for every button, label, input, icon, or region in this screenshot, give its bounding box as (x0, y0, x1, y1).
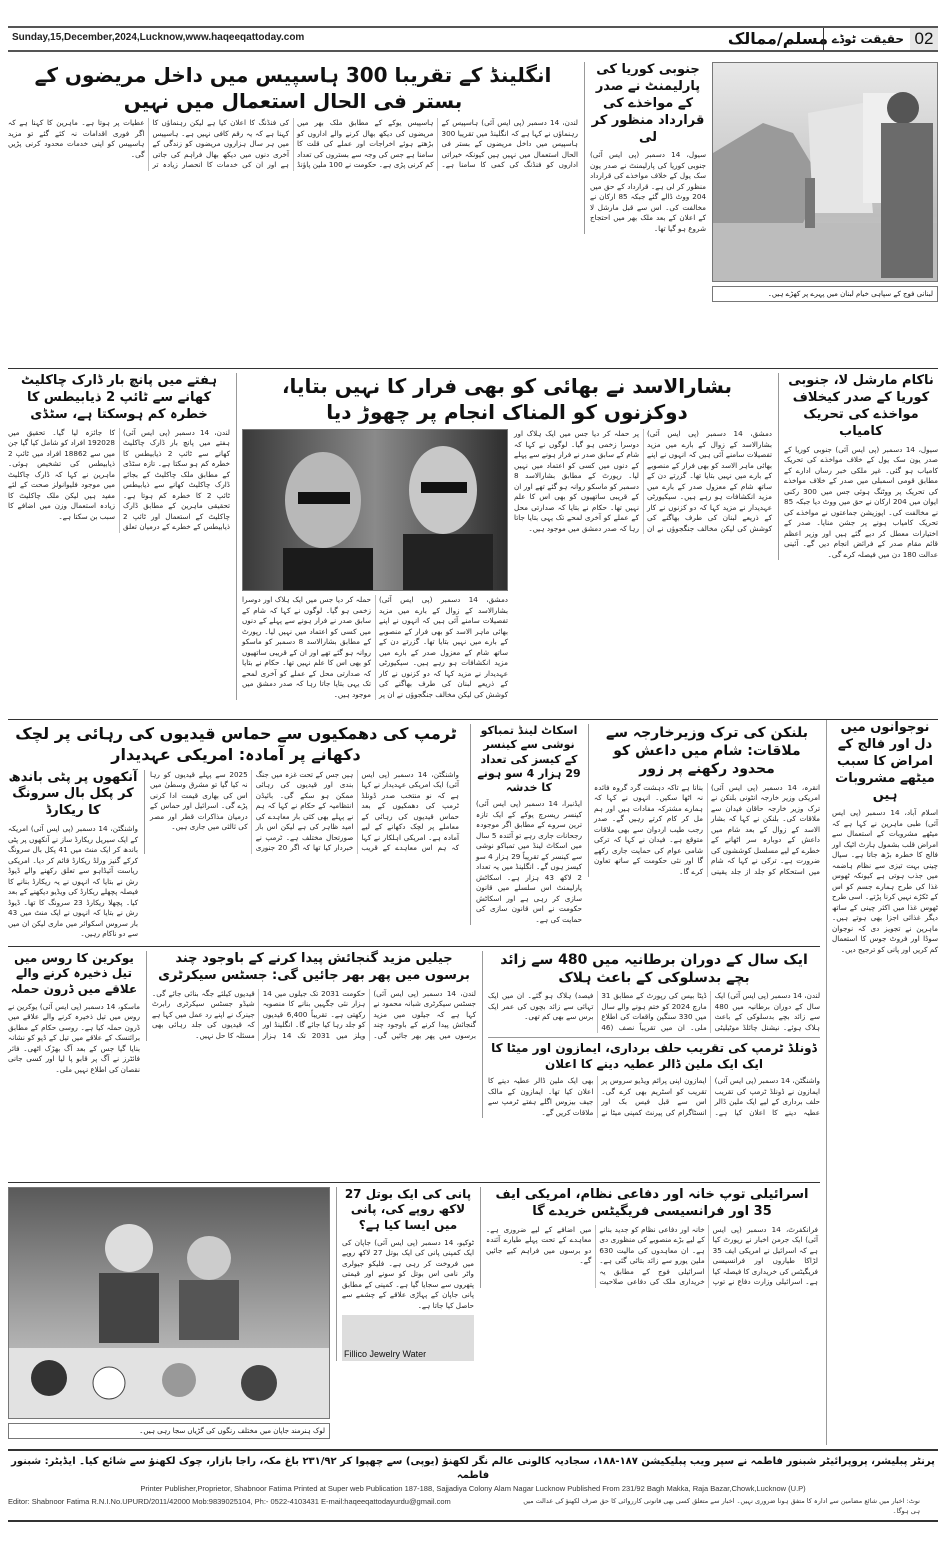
lower-main (8, 720, 820, 1445)
headline-hospice: انگلینڈ کے تقریبا 300 ہاسپیس میں داخل مریضوں کے بستر فی الحال استعمال میں نہیں (34, 63, 552, 113)
article-uk-children-body: لندن، 14 دسمبر (پی ایس آئی) ایک سال کے دوران برطانیہ میں 480 سے زائد بچے بدسلوکی کے باعث ہلاک ہوئے۔ نیشنل چائلڈ موٹیلیٹی ڈیٹا بیس کی رپورٹ کے مطابق 31 مارچ 2024 کو ختم ہونے والے سال میں 330 سنگین واقعات کی اطلاع ملی۔ ان میں تقریباً نصف (46 فیصد) ہلاک ہو گئے۔ ان میں ایک تہائی سے زائد بچوں کی عمر ایک برس سے بھی کم تھی۔ (488, 991, 821, 1032)
footer-disclaimer: نوٹ: اخبار میں شائع مضامین سے ادارہ کا متفق ہونا ضروری نہیں۔ اخبار سے متعلق کسی بھی قانونی کارروائی کا حق صرف لکھنؤ کی عدالت میں ہی ہوگا۔ (523, 1496, 920, 1515)
headline-israel-f35: اسرائیلی توپ خانہ اور دفاعی نظام، امریکی ایف 35 اور فرانسیسی فریگیٹس خریدے گا (495, 1186, 809, 1219)
photo-soldier-ruins (712, 62, 938, 282)
page-number: 02 (910, 28, 938, 50)
headline-blinken: بلنکن کی ترک وزیرخارجہ سے ملاقات: شام میں داعش کو محدود رکھنے پر زور (606, 725, 808, 778)
article-martial-law (778, 373, 938, 560)
article-assad (236, 373, 772, 700)
photo-block-dolls (8, 1187, 330, 1439)
article-scotland (470, 724, 582, 925)
headline-sugary-drinks: نوجوانوں میں دل اور فالج کے امراض کا سبب میٹھے مشروبات ہیں (835, 720, 935, 803)
row-fourth (8, 947, 820, 1183)
article-assad-body-left: دمشق، 14 دسمبر (پی ایس آئی) بشارالاسد کے زوال کے بارے میں مزید تفصیلات سامنے آئی ہیں کہ انہوں نے اپنے بھائی ماہر الاسد کو بھی فرار کے منصوبے کے بارے میں نہیں بتایا تھا۔ گزرتے دن کے ساتھ شام کے معزول صدر کے بارے میں مزید انکشافات ہو رہے ہیں۔ سیکیورٹی عہدیدار نے مزید کہا کہ دو کزنوں نے کار کے ذریعے لبنان کی طرف بھاگنے کی کوشش کی لیکن مخالف جنگجوؤں نے ان پر حملہ کر دیا جس میں ایک ہلاک اور دوسرا زخمی ہو گیا۔ لوگوں نے کہا کہ شام کے سابق صدر نے فرار ہونے سے پہلے کے دنوں میں کسی کو اعتماد میں نہیں لیا۔ رپورٹ کے مطابق بشارالاسد 8 دسمبر کو ماسکو روانہ ہو گئے تھے اور ان کے قریبی ساتھیوں کو بھی اس کا علم نہیں تھا۔ حکام نے بتایا کہ صدارتی محل کے عملے کو آخری لمحے تک یہی بتایا جاتا رہا کہ صدر دمشق میں موجود ہیں۔ (242, 595, 508, 699)
article-blindfold-body: واشنگٹن، 14 دسمبر (پی ایس آئی) امریکہ کے ایک سیریل ریکارڈ ساز نے آنکھوں پر پٹی باندھ کر ایک منٹ میں 41 پکل بال سرونگ کرکے گنیز ورلڈ ریکارڈ قائم کر دیا۔ امریکی ریاست آئیڈاہو سے تعلق رکھنے والے ڈیوڈ رش نے بتایا کہ انہوں نے یہ ریکارڈ بنانے کا فیصلہ پچھلے ریکارڈ کی ویڈیو دیکھنے کے بعد کیا۔ پچھلا ریکارڈ 23 سرونگ کا تھا۔ ڈیوڈ رش نے بتایا کہ انہوں نے ایک منٹ میں 43 بار سروس اسکوائر میں ماری لیکن ان میں سے دو ناکام رہیں۔ (8, 824, 138, 939)
date-line: Sunday,15,December,2024,Lucknow,www.haqeeqattoday.com (12, 32, 305, 43)
article-trump-hamas (8, 724, 464, 940)
article-scotland-body: ایڈنبرا، 14 دسمبر (پی ایس آئی) کینسر ریسرچ یوکے کے ایک تازہ ترین سروے کے مطابق اگر موجودہ رجحانات جاری رہے تو آئندہ 5 سال میں اسکاٹ لینڈ میں تمباکو نوشی سے کینسر کے تقریباً 29 ہزار 4 سو کیسز ہوں گے۔ انگلینڈ میں یہ تعداد 2 لاکھ 43 ہزار ہے۔ اسکاٹش پارلیمنٹ اس سلسلے میں قانون سازی کر رہی ہے اور اسکاٹش حکومت نے اس قانون سازی کی حمایت کی ہے۔ (476, 799, 582, 924)
article-korea-parliament-body: سیول، 14 دسمبر (پی ایس آئی) جنوبی کوریا کی پارلیمنٹ نے صدر یون سک یول کے خلاف مواخذے کی قرارداد منظور کر لی ہے۔ قرارداد کے حق میں 204 ووٹ ڈالے گئے جبکہ 85 ارکان نے مخالفت کی۔ اس سے قبل مارشل لا کے اعلان کے بعد ملک بھر میں احتجاج شروع ہو گیا تھا۔ (590, 150, 707, 233)
dolls-photo-graphic (9, 1188, 329, 1418)
headline-blindfold-record: آنکھوں پر پٹی باندھ کر پکل بال سرونگ کا ریکارڈ (8, 769, 138, 819)
headline-trump-inauguration: ڈونلڈ ٹرمپ کی تقریب حلف برداری، ایمازون اور میٹا کا ایک ایک ملین ڈالر عطیہ دینے کا اعلان (488, 1037, 820, 1072)
headline-assad: بشارالاسد نے بھائی کو بھی فرار کا نہیں بتایا، دوکزنوں کو المناک انجام پر چھوڑ دیا (281, 374, 733, 424)
lower-section (8, 720, 938, 1445)
article-prisons-body: لندن، 14 دسمبر (پی ایس آئی) جسٹس سیکرٹری شبانہ محمود نے کہا ہے کہ جیلوں میں مزید گنجائش پیدا کرنے کے باوجود چند برسوں میں پھر بھر جائیں گی۔ حکومت 2031 تک جیلوں میں 14 ہزار نئی جگہیں بنانے کا منصوبہ رکھتی ہے۔ تقریباً 6,400 قیدیوں کو جلد رہا کیا جائے گا۔ انگلینڈ اور ویلز میں 2031 تک 14 ہزار قیدیوں کیلئے جگہ بنائی جائے گی۔ شیڈو جسٹس سیکرٹری رابرٹ جینرک نے اپنے رد عمل میں کہا ہے کہ قیدیوں کی جلد رہائی بھی مسئلہ کا حل نہیں۔ (152, 988, 476, 1040)
headline-chocolate: ہفتے میں پانچ بار ڈارک چاکلیٹ کھانے سے ٹائپ 2 ذیابیطس کا خطرہ کم ہوسکتا ہے، سٹڈی (20, 373, 218, 422)
photo-bottle (342, 1315, 474, 1361)
article-hospice-body: لندن، 14 دسمبر (پی ایس آئی) ہاسپیس کے رہنماؤں نے کہا ہے کہ انگلینڈ میں تقریبا 300 ہاسپیس میں داخل مریضوں کے بستر فی الحال استعمال میں نہیں ہیں کیونکہ خیراتی اداروں کو فنڈنگ کی کمی کا سامنا ہے۔ ہاسپیس یوکے کے مطابق ملک بھر میں مریضوں کی دیکھ بھال کرنے والے اداروں کو بڑھتے ہوئے اخراجات اور عملے کی قلت کا سامنا ہے جس کی وجہ سے بستروں کی تعداد کم کرنی پڑی ہے۔ حکومت نے 100 ملین پاؤنڈ کی فنڈنگ کا اعلان کیا ہے لیکن رہنماؤں کا کہنا ہے کہ یہ رقم کافی نہیں ہے۔ ہاسپیس میں ہر سال ہزاروں مریضوں کو زندگی کے آخری دنوں میں دیکھ بھال فراہم کی جاتی ہے اور ان کی خدمات کا انحصار زیادہ تر عطیات پر ہوتا ہے۔ ماہرین کا کہنا ہے کہ اگر فوری اقدامات نہ کئے گئے تو مزید ہاسپیس کو اپنی خدمات محدود کرنی پڑیں گی۔ (8, 118, 578, 169)
uk-and-inauguration (482, 951, 820, 1119)
headline-prisons: جیلیں مزید گنجائش پیدا کرنے کے باوجود چند برسوں میں پھر بھر جائیں گی: جسٹس سیکرٹری (158, 950, 470, 983)
headline-korea-parliament: جنوبی کوریا کی پارلیمنٹ نے صدر کے مواخذے کی قرارداد منظور کر لی (591, 62, 705, 145)
photo-caption: لبنانی فوج کے سپاہی خیام لبنان میں پہرے پر کھڑے ہیں۔ (712, 286, 938, 302)
masthead-bar (8, 26, 938, 52)
trump-hamas-content (8, 770, 464, 940)
assad-photo-graphic (243, 430, 507, 590)
headline-uk-children: ایک سال کے دوران برطانیہ میں 480 سے زائد بچے بدسلوکی کے باعث ہلاک (500, 951, 808, 986)
headline-scotland-cancer: اسکاٹ لینڈ تمباکو نوشی سے کینسر کے کیسز کی تعداد 29 ہزار 4 سو ہونے کا خدشہ (477, 724, 581, 795)
headline-trump-hamas: ٹرمپ کی دھمکیوں سے حماس قیدیوں کی رہائی پر لچک دکھانے پر آمادہ: امریکی عہدیدار (15, 724, 457, 764)
headline-martial-law: ناکام مارشل لا، جنوبی کوریا کے صدر کیخلاف مواخذے کی تحریک کامیاب (788, 373, 934, 439)
photo-jewelry-water (8, 1187, 330, 1419)
headline-water-bottle: پانی کی ایک بوتل 27 لاکھ روپے کی، پانی میں ایسا کیا ہے؟ (344, 1186, 472, 1232)
footer-bottom-line (8, 1494, 938, 1522)
article-sugary-drinks (826, 720, 938, 1445)
footer-imprint-english: Printer Publisher,Proprietor, Shabnoor Fatima Printed at Super web Publication 187-188, Sajjadiya Colony Alam Nagar Lucknow Published From 231/92 Bagh Makka, Raja Bazar,Chowk,Lucknow (U.P) (140, 1483, 806, 1493)
footer-urdu-imprint: پرنٹر پبلیشر، پروپرائیٹر شبنور فاطمہ نے سپر ویب پبلیکیشن ۱۸۷-۱۸۸، سجادیہ کالونی عالم نگر لکھنؤ (یوپی) سے چھپوا کر ۲۳۱/۹۲ باغ مکہ، راجا بازار، چوک لکھنؤ سے شائع کیا۔ ایڈیٹر: شبنور فاطمہ (11, 1455, 935, 1481)
headline-ukraine-drone: یوکرین کا روس میں تیل ذخیرہ کرنے والے علاقے میں ڈرون حملہ (10, 950, 138, 996)
row-third (8, 720, 820, 947)
photo-assad (242, 429, 508, 591)
article-korea-parliament (584, 62, 706, 234)
newspaper-logo: حقیقت ٹوڈے (823, 28, 904, 50)
article-israel-f35 (480, 1187, 818, 1288)
photo-caption-dolls: لوک ہنرمند جاپان میں مختلف رنگوں کی گڑیاں سجا رہی ہیں۔ (8, 1423, 330, 1439)
article-martial-law-body: سیول، 14 دسمبر (پی ایس آئی) جنوبی کوریا کے صدر یون سک یول کے خلاف مواخذے کی تحریک کامیاب ہو گئی۔ غیر ملکی خبر رساں ادارے کے مطابق قومی اسمبلی میں صدر کے خلاف مواخذے کی تحریک پر ووٹنگ ہوئی جس میں 300 رکنی ایوان میں 204 ارکان نے حق میں ووٹ دیا جبکہ 85 نے مخالفت کی۔ اپوزیشن جماعتوں نے مواخذے کی تحریک کامیاب ہونے پر جشن منایا۔ صدر کے اختیارات معطل کر دیے گئے ہیں اور وزیر اعظم قائم مقام صدر کے فرائض انجام دیں گے۔ آئینی عدالت 180 دن میں فیصلہ کرے گی۔ (784, 444, 939, 559)
article-sugary-drinks-body: اسلام آباد، 14 دسمبر (پی ایس آئی) طبی ماہرین نے کہا ہے کہ میٹھے مشروبات کے استعمال سے امراض قلب بشمول ہارٹ اٹیک اور فالج کا خطرہ بڑھ جاتا ہے۔ سیال چینی بہت تیزی سے نظام ہاضمہ میں جذب ہوتی ہے کیونکہ ٹھوس غذا کی طرح ہمارے جسم کو اس کے ٹکڑے نہیں کرنا پڑتے۔ اسی طرح ٹھوس غذا میں اکثر چینی کے ساتھ دیگر غذائی اجزا بھی ہوتے ہیں۔ ماہرین نے تجویز دی کہ نوجوان سوڈا اور فروٹ جوس کا استعمال کم کریں اور پانی کو ترجیح دیں۔ (832, 808, 938, 954)
article-blinken-body: انقرہ، 14 دسمبر (پی ایس آئی) امریکی وزیر خارجہ انٹونی بلنکن نے ترک وزیر خارجہ حاقان فیدان سے ملاقات کی۔ بلنکن نے کہا کہ بشار الاسد کے زوال کے بعد شام میں داعش کے دوبارہ سر اٹھانے کے خطرے کے لیے مسلسل کوششوں کی ضرورت ہے۔ ترکی نے کہا کہ شام میں استحکام کو جلد از جلد یقینی بنانا ہے تاکہ دہشت گرد گروہ فائدہ نہ اٹھا سکیں۔ انہوں نے کہا کہ ہمارے مشترکہ مفادات ہیں اور ہم مل کر کام کرتے رہیں گے۔ صدر رجب طیب اردوان سے بھی ملاقات متوقع ہے۔ فیدان نے کہا کہ ترکی شامی عوام کی حمایت جاری رکھے گا اور نئی حکومت کے ساتھ تعاون کرے گا۔ (594, 782, 820, 876)
article-ukraine (8, 951, 140, 1075)
footer-editor-contact: Editor: Shabnoor Fatima R.N.I.No.UPURD/2011/42000 Mob:9839025104, Ph:- 0522-4103431 E-mail:haqeeqattodayurdu@gmail.com (8, 1496, 451, 1506)
article-trump-inauguration-body: واشنگٹن، 14 دسمبر (پی ایس آئی) ایمازون نے ڈونلڈ ٹرمپ کی تقریب حلف برداری کے لیے ایک ملین ڈالر عطیہ دینے کا اعلان کیا ہے۔ ایمازون اپنی پرائم ویڈیو سروس پر تقریب کو اسٹریم بھی کرے گی۔ اس سے قبل فیس بک اور انسٹاگرام کی پیرنٹ کمپنی میٹا نے بھی ایک ملین ڈالر عطیہ دینے کا اعلان کیا تھا۔ ایمازون کے مالک جیف بیزوس اگلے ہفتے ٹرمپ سے ملاقات کریں گے۔ (488, 1076, 821, 1117)
section-title: مسلم/ممالک (727, 29, 828, 48)
article-blindfold (8, 770, 138, 940)
article-israel-f35-body: فرانکفرٹ، 14 دسمبر (پی ایس آئی) ایک جرمن اخبار نے رپورٹ کیا ہے کہ اسرائیل نے امریکی ایف 35 لڑاکا طیاروں اور فرانسیسی فریگیٹس کی خریداری کا فیصلہ کیا ہے۔ اسرائیلی وزارت دفاع نے توپ خانہ اور دفاعی نظام کو جدید بنانے کے لیے بڑے منصوبے کی منظوری دی ہے۔ ان معاہدوں کی مالیت 630 ملین یورو سے زائد بتائی گئی ہے۔ اسرائیلی فوج کے مطابق یہ خریداری ملک کی دفاعی صلاحیت میں اضافے کے لیے ضروری ہے۔ معاہدے کے تحت پہلے طیارے آئندہ دو برسوں میں فراہم کیے جائیں گے۔ (486, 1224, 818, 1287)
assad-left-column (242, 429, 508, 700)
article-ukraine-body: ماسکو، 14 دسمبر (پی ایس آئی) یوکرین نے روس میں تیل ذخیرہ کرنے والے علاقے میں ڈرون حملہ کیا ہے۔ روسی حکام کے مطابق برائنسک کے علاقے میں تیل کے ڈپو کو نشانہ بنایا گیا جس کے بعد آگ بھڑک اٹھی۔ فائر فائٹرز نے آگ پر قابو پا لیا اور کسی جانی نقصان کی اطلاع نہیں ملی۔ (8, 1001, 140, 1074)
bottle-label: Fillico Jewelry Water (344, 1349, 427, 1360)
article-trump-hamas-body: واشنگٹن، 14 دسمبر (پی ایس آئی) ایک امریکی عہدیدار نے کہا ہے کہ نو منتخب صدر ڈونلڈ ٹرمپ کی دھمکیوں کے بعد حماس قیدیوں کی رہائی کے معاملے پر لچک دکھانے کے لیے آمادہ ہے۔ امریکی اہلکار نے کہا کہ ہم اس معاہدے کے قریب ہیں جس کے تحت غزہ میں جنگ بندی اور قیدیوں کی رہائی ممکن ہو سکے گی۔ بائیڈن انتظامیہ کے حکام نے کہا کہ ہم نے پہلے بھی کئی بار معاہدے کی امید ظاہر کی ہے لیکن اس بار صورتحال مختلف ہے۔ ٹرمپ نے خبردار کیا تھا کہ اگر 20 جنوری 2025 سے پہلے قیدیوں کو رہا نہ کیا گیا تو مشرق وسطیٰ میں اس کی بھاری قیمت ادا کرنی پڑے گی۔ اسرائیل اور حماس کے درمیان مذاکرات قطر اور مصر کی ثالثی میں جاری ہیں۔ (144, 770, 459, 854)
article-water-bottle-body: ٹوکیو، 14 دسمبر (پی ایس آئی) جاپان کی ایک کمپنی پانی کی ایک بوتل 27 لاکھ روپے میں فروخت کر رہی ہے۔ فلیکو جیولری واٹر نامی اس بوتل کو سونے اور قیمتی پتھروں سے سجایا گیا ہے۔ کمپنی کے مطابق پانی جاپان کے پہاڑی علاقے کے چشمے سے حاصل کیا جاتا ہے۔ (342, 1237, 475, 1310)
article-chocolate (8, 373, 230, 533)
row-bottom (8, 1183, 820, 1445)
row-second (8, 369, 938, 720)
footer (8, 1449, 938, 1522)
photo-block-soldier (712, 62, 938, 302)
article-assad-body-right: دمشق، 14 دسمبر (پی ایس آئی) بشارالاسد کے زوال کے بارے میں مزید تفصیلات سامنے آئی ہیں کہ انہوں نے اپنے بھائی ماہر الاسد کو بھی فرار کے منصوبے کے بارے میں نہیں بتایا تھا۔ گزرتے دن کے ساتھ شام کے معزول صدر کے بارے میں مزید انکشافات ہو رہے ہیں۔ سیکیورٹی عہدیدار نے مزید کہا کہ دو کزنوں نے کار کے ذریعے لبنان کی طرف بھاگنے کی کوشش کی لیکن مخالف جنگجوؤں نے ان پر حملہ کر دیا جس میں ایک ہلاک اور دوسرا زخمی ہو گیا۔ لوگوں نے کہا کہ شام کے سابق صدر نے فرار ہونے سے پہلے کے دنوں میں کسی کو اعتماد میں نہیں لیا۔ رپورٹ کے مطابق بشارالاسد 8 دسمبر کو ماسکو روانہ ہو گئے تھے اور ان کے قریبی ساتھیوں کو بھی اس کا علم نہیں تھا۔ حکام نے بتایا کہ صدارتی محل کے عملے کو آخری لمحے تک یہی بتایا جاتا رہا کہ صدر دمشق میں موجود ہیں۔ (514, 429, 772, 533)
row-top (8, 58, 938, 369)
article-prisons (146, 951, 476, 1041)
article-blinken (588, 724, 820, 877)
article-chocolate-body: لندن، 14 دسمبر (پی ایس آئی) ہفتے میں پانچ بار ڈارک چاکلیٹ کھانے سے ٹائپ 2 ذیابیطس کا خطرہ کم ہو سکتا ہے۔ تازہ سٹڈی کے مطابق ملک چاکلیٹ کے بجائے ڈارک چاکلیٹ کھانے سے ذیابیطس ٹائپ 2 کا خطرہ کم ہوتا ہے۔ تحقیقی ماہرین کے مطابق ڈارک چاکلیٹ کے استعمال اور ٹائپ 2 ذیابیطس کے خطرے کے درمیان تعلق کا جائزہ لیا گیا۔ تحقیق میں 192028 افراد کو شامل کیا گیا جن میں سے 18862 افراد میں ٹائپ 2 ذیابیطس کی تشخیص ہوئی۔ ماہرین نے کہا کہ ڈارک چاکلیٹ میں موجود فلیوانولز صحت کے لئے مفید ہیں لیکن ملک چاکلیٹ کا زیادہ استعمال وزن میں اضافے کا سبب بن سکتا ہے۔ (8, 427, 230, 532)
article-hospice (8, 62, 578, 171)
soldier-photo-graphic (713, 63, 937, 281)
assad-content (242, 429, 772, 700)
article-water-bottle (336, 1187, 474, 1361)
